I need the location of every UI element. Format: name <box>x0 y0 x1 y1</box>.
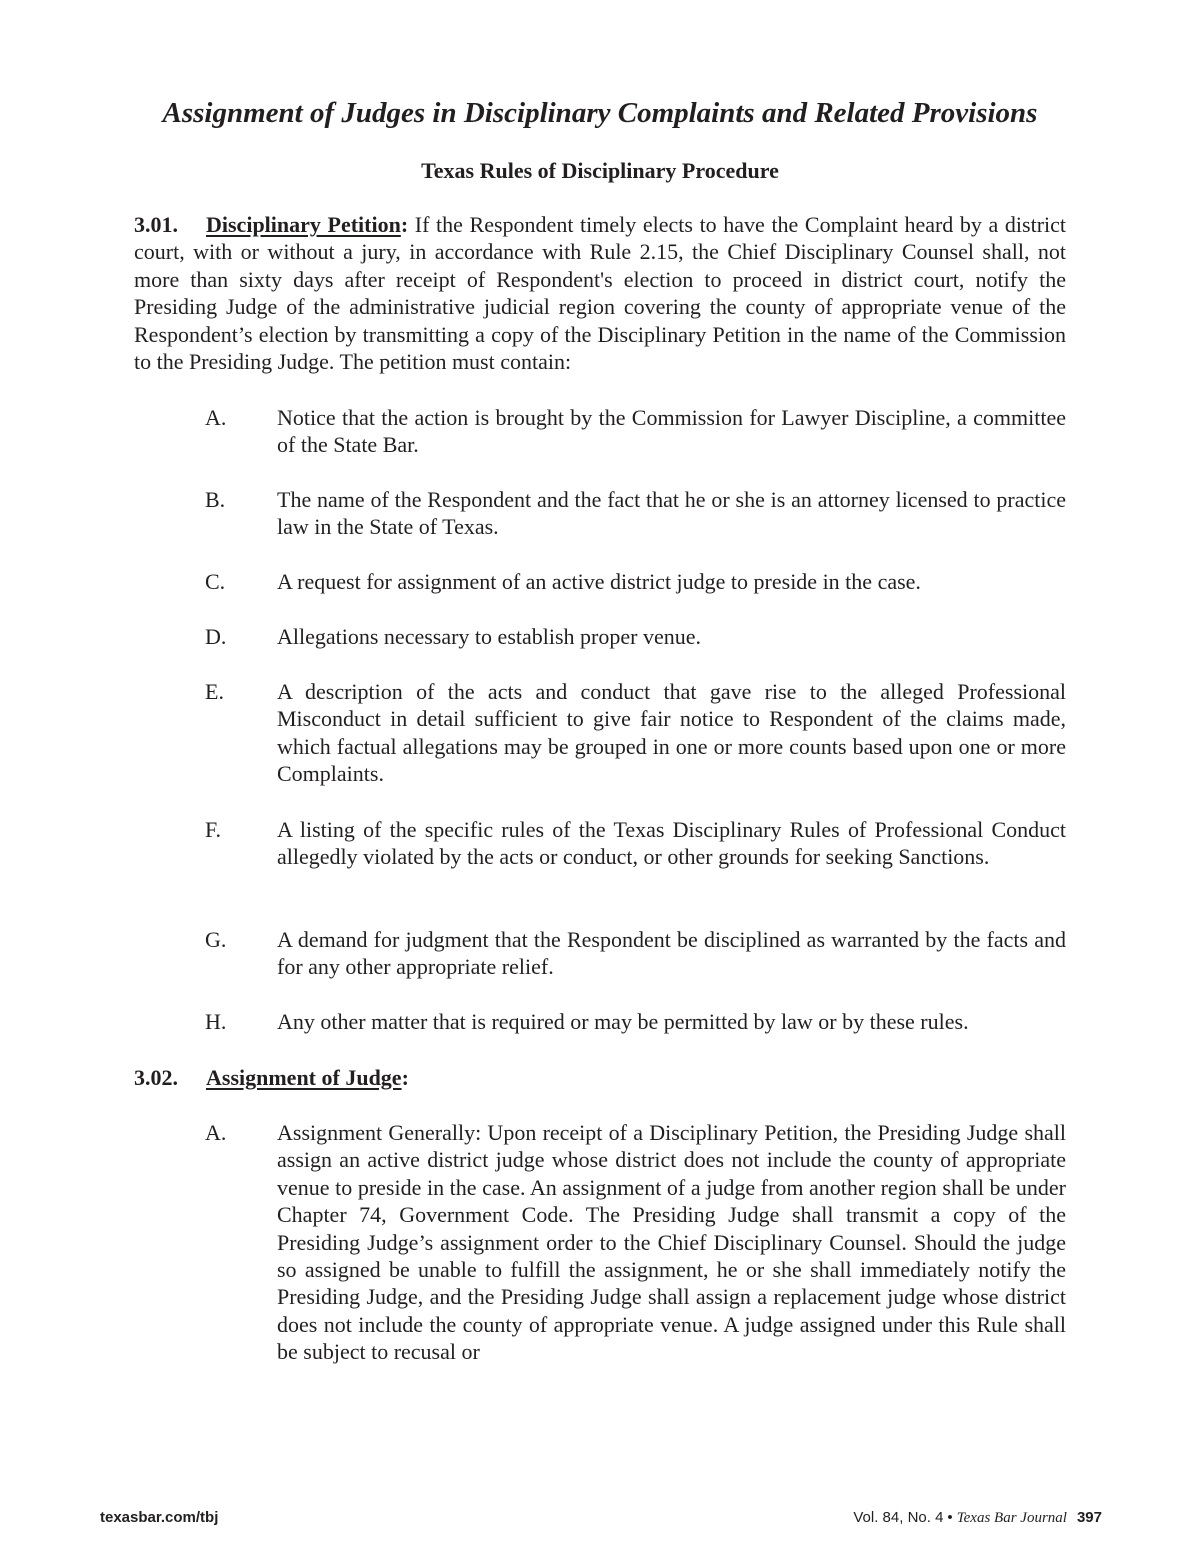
section-heading-colon: : <box>401 1065 409 1090</box>
section-body: If the Respondent timely elects to have the Complaint heard by a district court, with or without a jury, in accordance with Rule 2.15, the Chief Disciplinary Counsel shall, not more than sixty days after receipt of Respondent's election to proceed in district court, notify the Presiding Judge of the administrative judicial region covering the county of appropriate venue of the Respondent’s election by transmitting a copy of the Disciplinary Petition in the name of the Commission to the Presiding Judge. The petition must contain: <box>134 212 1067 375</box>
list-item <box>205 816 1066 871</box>
section-heading-colon: : <box>400 212 409 237</box>
list-item-text: A listing of the specific rules of the Texas Disciplinary Rules of Professional Conduct allegedly violated by the acts or conduct, or other grounds for seeking Sanctions. <box>277 817 1066 870</box>
list-item <box>205 568 1066 595</box>
section-3-01-paragraph <box>134 211 1066 375</box>
footer-journal-name: Texas Bar Journal <box>956 1510 1067 1526</box>
page-title: Assignment of Judges in Disciplinary Complaints and Related Provisions <box>162 97 1038 129</box>
section-heading: Disciplinary Petition <box>206 212 401 237</box>
section-3-02-heading-line <box>134 1064 409 1091</box>
page-subtitle: Texas Rules of Disciplinary Procedure <box>421 158 779 183</box>
list-item <box>205 678 1066 788</box>
section-number: 3.01. <box>134 212 178 237</box>
list-item-letter: B. <box>205 487 226 512</box>
list-item-text: A request for assignment of an active district judge to preside in the case. <box>277 569 921 594</box>
list-item <box>205 623 1066 650</box>
list-item-text: A demand for judgment that the Respondent be disciplined as warranted by the facts and for any other appropriate relief. <box>277 927 1066 980</box>
section-number: 3.02. <box>134 1065 178 1090</box>
list-item-letter: E. <box>205 679 224 704</box>
list-item <box>205 1008 1066 1035</box>
list-item-letter: D. <box>205 624 227 649</box>
list-item-text: The name of the Respondent and the fact that he or she is an attorney licensed to practice law in the State of Texas. <box>277 487 1066 540</box>
list-item-text: A description of the acts and conduct that gave rise to the alleged Professional Misconduct in detail sufficient to give fair notice to Respondent of the claims made, which factual allegations may be grouped in one or more counts based upon one or more Complaints. <box>277 679 1066 787</box>
footer-bullet: • <box>947 1509 953 1526</box>
list-item-letter: G. <box>205 927 227 952</box>
list-item-text: Any other matter that is required or may be permitted by law or by these rules. <box>277 1009 969 1034</box>
list-item-text: Assignment Generally: Upon receipt of a Disciplinary Petition, the Presiding Judge shall assign an active district judge whose district does not include the county of appropriate venue to preside in the case. An assignment of a judge from another region shall be under Chapter 74, Government Code. The Presiding Judge shall transmit a copy of the Presiding Judge’s assignment order to the Chief Disciplinary Counsel. Should the judge so assigned be unable to fulfill the assignment, he or she shall immediately notify the Presiding Judge, and the Presiding Judge shall assign a replacement judge whose district does not include the county of appropriate venue. A judge assigned under this Rule shall be subject to recusal or <box>277 1120 1066 1365</box>
list-item-letter: A. <box>205 405 227 430</box>
footer-volume: Vol. 84, No. 4 <box>853 1509 944 1526</box>
list-item <box>205 404 1066 459</box>
footer-publication <box>853 1508 1102 1528</box>
list-item-text: Allegations necessary to establish proper venue. <box>277 624 701 649</box>
list-item-letter: H. <box>205 1009 227 1034</box>
list-item-letter: C. <box>205 569 226 594</box>
footer-page-number: 397 <box>1076 1509 1102 1526</box>
section-heading: Assignment of Judge <box>206 1065 402 1090</box>
list-item <box>205 926 1066 981</box>
list-item <box>205 486 1066 541</box>
list-item-text: Notice that the action is brought by the Commission for Lawyer Discipline, a committee of the State Bar. <box>277 405 1066 458</box>
list-item-letter: A. <box>205 1120 227 1145</box>
list-item-letter: F. <box>205 817 221 842</box>
list-item <box>205 1119 1066 1366</box>
footer-site-link[interactable]: texasbar.com/tbj <box>100 1509 219 1526</box>
